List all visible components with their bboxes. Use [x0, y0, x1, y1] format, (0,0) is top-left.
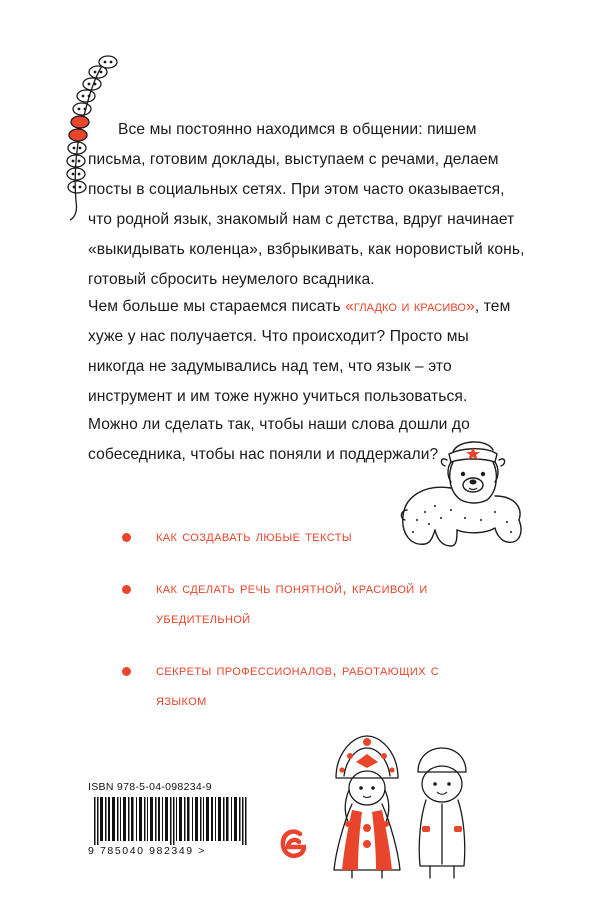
publisher-logo-icon [280, 828, 306, 860]
list-item-label: как создавать любые тексты [156, 528, 352, 545]
russian-dolls-illustration [322, 732, 482, 882]
topics-list [122, 522, 452, 738]
barcode-icon [94, 797, 252, 845]
second-paragraph-end: , тем хуже у нас получается. Что происходит? Просто мы никогда не задумывались над тем, что язык – это инструмент и им тоже нужно учиться пользоваться. [88, 298, 511, 405]
barcode-block [88, 781, 258, 861]
bullet-dot-icon [122, 533, 131, 542]
highlighted-phrase: «гладко и красиво» [345, 298, 475, 315]
list-item [122, 574, 452, 634]
barcode-digits: 9 785040 982349 > [88, 845, 206, 857]
intro-paragraph: Все мы постоянно находимся в общении: пишем письма, готовим доклады, выступаем с речами, делаем посты в социальных сетях. При этом часто оказывается, что родной язык, знакомый нам с детства, вдруг начинает «выкидывать коленца», взбрыкивать, как норовистый конь, готовый сбросить неумелого всадника. [88, 121, 525, 288]
second-paragraph [88, 292, 528, 412]
list-item-label: как сделать речь понятной, красивой и убедительной [156, 580, 428, 627]
question-paragraph: Можно ли сделать так, чтобы наши слова дошли до собеседника, чтобы нас поняли и поддержали? [88, 416, 470, 463]
isbn-label: ISBN 978-5-04-098234-9 [88, 781, 212, 793]
bullet-dot-icon [122, 585, 131, 594]
list-item-label: секреты профессионалов, работающих с языком [156, 662, 440, 709]
list-item [122, 656, 452, 716]
bullet-dot-icon [122, 667, 131, 676]
second-paragraph-start: Чем больше мы стараемся писать [88, 298, 346, 315]
list-item [122, 522, 452, 552]
